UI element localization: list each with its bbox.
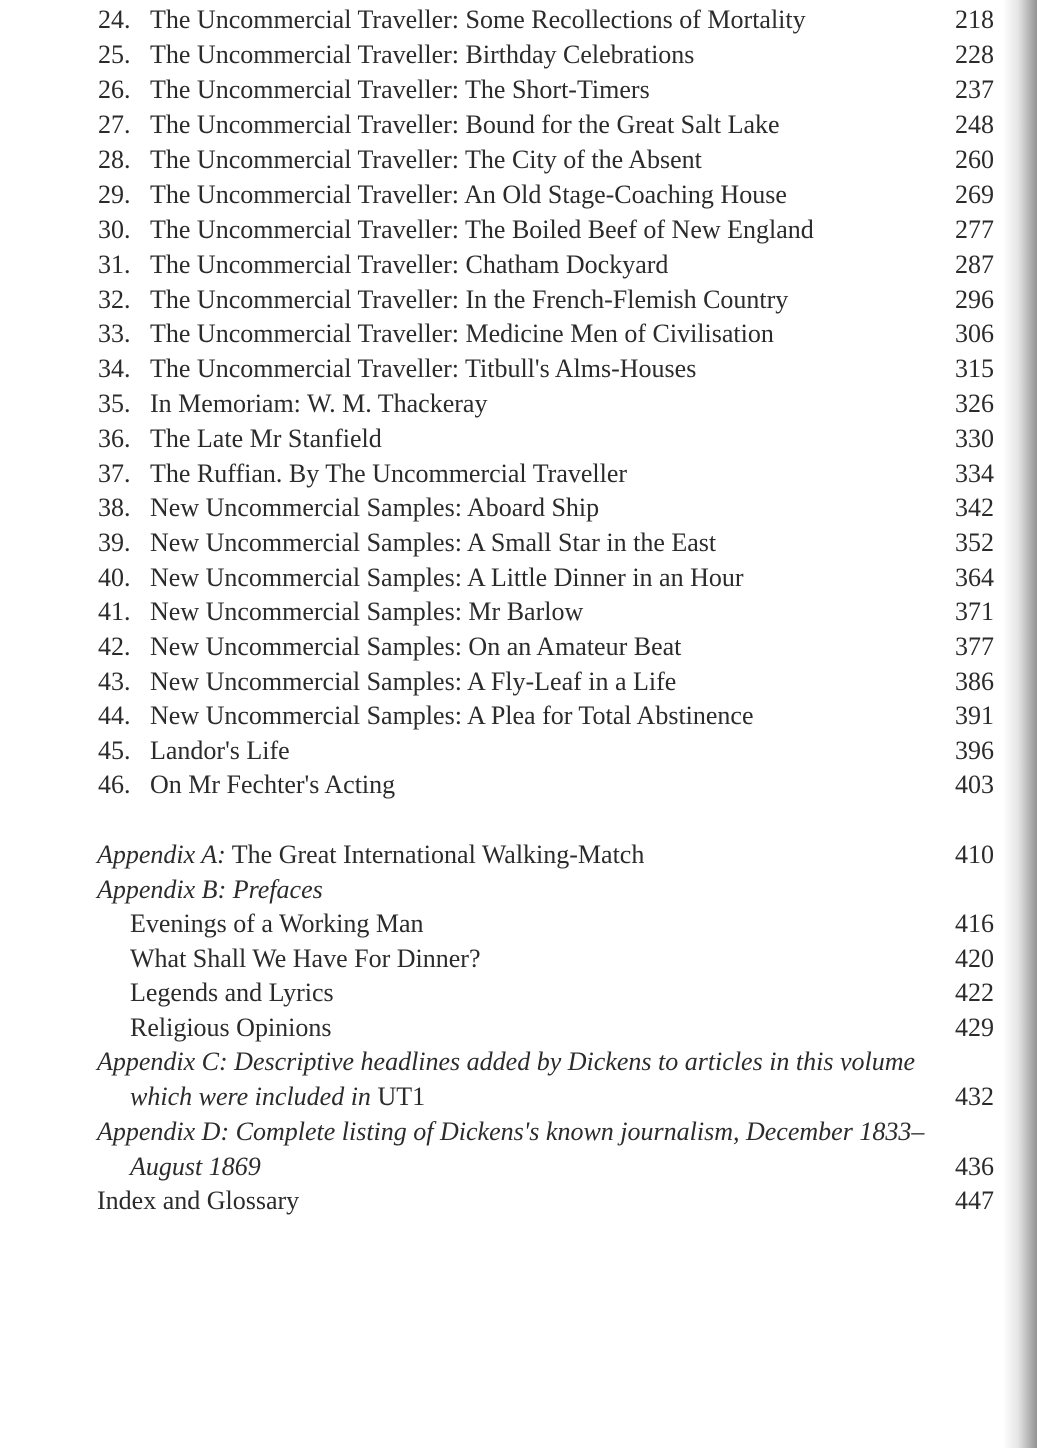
chapter-number: 24. [98,5,131,34]
chapter-title: New Uncommercial Samples: Mr Barlow [150,597,584,626]
page-number: 326 [955,389,994,418]
toc-entry [0,386,1000,421]
index-title: Index and Glossary [97,1186,300,1215]
page-number: 403 [955,770,994,799]
toc-entry [0,282,1000,317]
chapter-title: New Uncommercial Samples: A Small Star in the East [150,528,717,557]
toc-entry [0,2,1000,37]
toc-entry [0,177,1000,212]
chapter-title: The Uncommercial Traveller: Medicine Men of Civilisation [150,319,774,348]
toc-entry [0,629,1000,664]
page-number: 306 [955,319,994,348]
page-number: 377 [955,632,994,661]
toc-entry [0,456,1000,491]
page-number: 237 [955,75,994,104]
toc-entry [0,37,1000,72]
page-number: 447 [955,1186,994,1215]
preface-title: What Shall We Have For Dinner? [130,944,481,973]
page-number: 352 [955,528,994,557]
chapter-title: The Uncommercial Traveller: An Old Stage-Coaching House [150,180,787,209]
appendix-a-title [97,837,644,872]
chapter-number: 32. [98,285,131,314]
page-number: 396 [955,736,994,765]
preface-title: Legends and Lyrics [130,978,334,1007]
page-number: 386 [955,667,994,696]
appendix-a-entry [0,837,1000,872]
page-number: 342 [955,493,994,522]
page-number: 296 [955,285,994,314]
chapter-number: 28. [98,145,131,174]
appendix-b-item [0,1010,1000,1045]
page-number: 228 [955,40,994,69]
chapter-number: 44. [98,701,131,730]
chapter-number: 34. [98,354,131,383]
page-number: 218 [955,5,994,34]
page-number: 432 [955,1082,994,1111]
toc-entry [0,316,1000,351]
chapter-number: 27. [98,110,131,139]
toc-entry [0,490,1000,525]
toc-entry [0,733,1000,768]
page-number: 260 [955,145,994,174]
page-number: 287 [955,250,994,279]
toc-entry [0,212,1000,247]
page-number: 416 [955,909,994,938]
page-number: 420 [955,944,994,973]
chapter-number: 30. [98,215,131,244]
appendix-d-line1 [0,1114,1000,1149]
page-number: 371 [955,597,994,626]
chapter-title: On Mr Fechter's Acting [150,770,396,799]
chapter-number: 42. [98,632,131,661]
appendix-d-title: Appendix D: Complete listing of Dickens's known journalism, December 1833– [97,1117,925,1146]
toc-entry [0,107,1000,142]
chapter-number: 33. [98,319,131,348]
chapter-title: The Uncommercial Traveller: In the French-Flemish Country [150,285,789,314]
chapter-title: The Uncommercial Traveller: The City of the Absent [150,145,702,174]
toc-entry [0,698,1000,733]
toc-entry [0,664,1000,699]
page-number: 334 [955,459,994,488]
preface-title: Religious Opinions [130,1013,332,1042]
index-entry [0,1183,1000,1218]
chapter-number: 41. [98,597,131,626]
toc-entry [0,247,1000,282]
appendix-c-title: Appendix C: Descriptive headlines added by Dickens to articles in this volume [97,1047,916,1076]
appendix-c-title-continued [130,1079,425,1114]
appendix-b-item [0,906,1000,941]
chapter-title: New Uncommercial Samples: A Little Dinner in an Hour [150,563,744,592]
appendix-c-roman: UT1 [377,1082,426,1111]
chapter-number: 39. [98,528,131,557]
page-number: 429 [955,1013,994,1042]
toc-entry [0,594,1000,629]
chapter-number: 36. [98,424,131,453]
chapter-title: New Uncommercial Samples: A Fly-Leaf in a Life [150,667,677,696]
toc-entry [0,72,1000,107]
page-number: 248 [955,110,994,139]
chapter-number: 29. [98,180,131,209]
appendix-b-label: Appendix B: Prefaces [97,875,323,904]
chapter-number: 37. [98,459,131,488]
chapter-number: 31. [98,250,131,279]
chapter-title: The Uncommercial Traveller: Chatham Dockyard [150,250,669,279]
page-number: 422 [955,978,994,1007]
toc-entry [0,560,1000,595]
page-number: 410 [955,840,994,869]
chapter-number: 45. [98,736,131,765]
page-number: 391 [955,701,994,730]
chapter-title: In Memoriam: W. M. Thackeray [150,389,488,418]
page-number: 315 [955,354,994,383]
toc-entry [0,421,1000,456]
appendix-a-label: Appendix A: [97,840,226,869]
preface-title: Evenings of a Working Man [130,909,424,938]
appendix-d-title-continued: August 1869 [130,1152,261,1181]
toc-entry [0,767,1000,802]
page-number: 330 [955,424,994,453]
chapter-number: 35. [98,389,131,418]
chapter-title: The Uncommercial Traveller: The Short-Timers [150,75,650,104]
chapter-title: The Ruffian. By The Uncommercial Traveller [150,459,628,488]
appendix-c-line1 [0,1044,1000,1079]
chapter-number: 46. [98,770,131,799]
appendix-b-item [0,941,1000,976]
chapter-number: 43. [98,667,131,696]
appendix-c-line2 [0,1079,1000,1114]
chapter-number: 25. [98,40,131,69]
toc-entry [0,351,1000,386]
chapter-number: 26. [98,75,131,104]
toc-entry [0,142,1000,177]
chapter-title: The Uncommercial Traveller: Birthday Celebrations [150,40,695,69]
appendix-b-heading [0,872,1000,907]
chapter-title: The Uncommercial Traveller: Some Recollections of Mortality [150,5,806,34]
appendix-a-text: The Great International Walking-Match [231,840,645,869]
page-edge-shadow [1003,0,1037,1448]
page-number: 364 [955,563,994,592]
appendix-c-italic: which were included in [130,1082,371,1111]
chapter-title: Landor's Life [150,736,290,765]
chapter-title: New Uncommercial Samples: Aboard Ship [150,493,600,522]
chapter-title: The Uncommercial Traveller: Titbull's Alms-Houses [150,354,697,383]
page-number: 436 [955,1152,994,1181]
appendix-b-item [0,975,1000,1010]
chapter-title: New Uncommercial Samples: On an Amateur Beat [150,632,682,661]
page-number: 277 [955,215,994,244]
chapter-title: The Uncommercial Traveller: The Boiled Beef of New England [150,215,814,244]
toc-entry [0,525,1000,560]
chapter-title: The Late Mr Stanfield [150,424,382,453]
chapter-number: 38. [98,493,131,522]
chapter-number: 40. [98,563,131,592]
chapter-title: The Uncommercial Traveller: Bound for the Great Salt Lake [150,110,780,139]
page-number: 269 [955,180,994,209]
chapter-title: New Uncommercial Samples: A Plea for Total Abstinence [150,701,754,730]
appendix-d-line2 [0,1149,1000,1184]
